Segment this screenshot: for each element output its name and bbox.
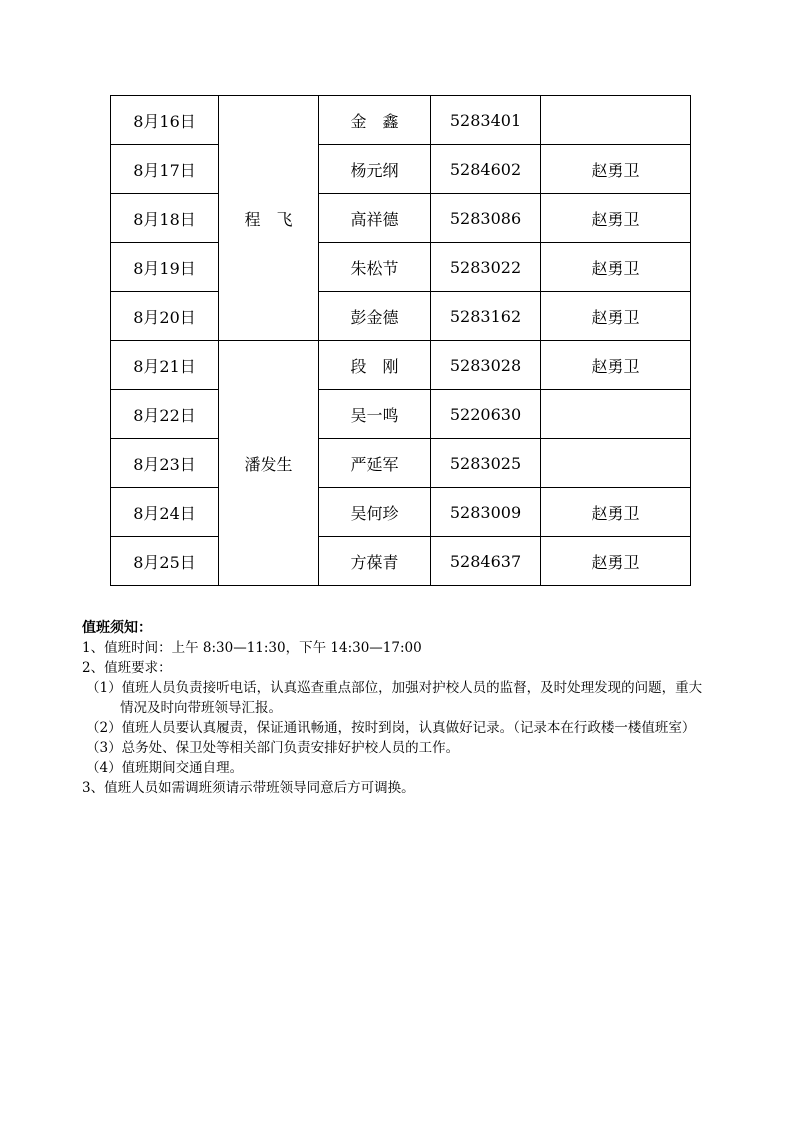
group-leader-cell: 程 飞 — [219, 96, 319, 341]
name-cell: 方葆青 — [319, 537, 431, 586]
name-cell: 吴何珍 — [319, 488, 431, 537]
leader-cell — [541, 390, 691, 439]
date-cell: 8月20日 — [111, 292, 219, 341]
table-row — [111, 194, 691, 243]
phone-cell: 5283162 — [431, 292, 541, 341]
name-cell: 杨元纲 — [319, 145, 431, 194]
phone-cell: 5283028 — [431, 341, 541, 390]
leader-cell: 赵勇卫 — [541, 292, 691, 341]
name-cell: 金 鑫 — [319, 96, 431, 145]
phone-cell: 5284602 — [431, 145, 541, 194]
leader-cell: 赵勇卫 — [541, 537, 691, 586]
table-row — [111, 243, 691, 292]
leader-cell: 赵勇卫 — [541, 341, 691, 390]
phone-cell: 5283086 — [431, 194, 541, 243]
table-row — [111, 488, 691, 537]
date-cell: 8月21日 — [111, 341, 219, 390]
note-item-3: 3、值班人员如需调班须请示带班领导同意后方可调换。 — [82, 780, 415, 796]
table-row — [111, 537, 691, 586]
duty-roster-table — [110, 95, 691, 586]
date-cell: 8月18日 — [111, 194, 219, 243]
date-cell: 8月22日 — [111, 390, 219, 439]
group-leader-cell: 潘发生 — [219, 341, 319, 586]
leader-cell: 赵勇卫 — [541, 145, 691, 194]
note-item-2: 2、值班要求： — [82, 660, 172, 676]
duty-notes — [82, 618, 712, 798]
phone-cell: 5283401 — [431, 96, 541, 145]
phone-cell: 5283009 — [431, 488, 541, 537]
leader-cell: 赵勇卫 — [541, 488, 691, 537]
note-sub-3: （3）总务处、保卫处等相关部门负责安排好护校人员的工作。 — [86, 740, 460, 756]
notes-heading: 值班须知： — [82, 620, 152, 636]
table-row — [111, 292, 691, 341]
note-sub-1: （1）值班人员负责接听电话，认真巡查重点部位，加强对护校人员的监督，及时处理发现的问题，重大情况及时向带班领导汇报。 — [86, 680, 703, 716]
date-cell: 8月25日 — [111, 537, 219, 586]
date-cell: 8月17日 — [111, 145, 219, 194]
leader-cell — [541, 439, 691, 488]
name-cell: 段 刚 — [319, 341, 431, 390]
name-cell: 吴一鸣 — [319, 390, 431, 439]
date-cell: 8月23日 — [111, 439, 219, 488]
note-item-1: 1、值班时间：上午 8:30—11:30，下午 14:30—17:00 — [82, 640, 422, 656]
phone-cell: 5220630 — [431, 390, 541, 439]
table-row — [111, 341, 691, 390]
leader-cell — [541, 96, 691, 145]
table-row — [111, 145, 691, 194]
name-cell: 朱松节 — [319, 243, 431, 292]
name-cell: 彭金德 — [319, 292, 431, 341]
date-cell: 8月19日 — [111, 243, 219, 292]
name-cell: 严延军 — [319, 439, 431, 488]
table-row — [111, 439, 691, 488]
leader-cell: 赵勇卫 — [541, 243, 691, 292]
leader-cell: 赵勇卫 — [541, 194, 691, 243]
phone-cell: 5283025 — [431, 439, 541, 488]
date-cell: 8月24日 — [111, 488, 219, 537]
note-sub-2: （2）值班人员要认真履责，保证通讯畅通，按时到岗，认真做好记录。（记录本在行政楼一楼值班室） — [86, 720, 696, 736]
table-row — [111, 390, 691, 439]
note-sub-4: （4）值班期间交通自理。 — [86, 760, 244, 776]
table-row — [111, 96, 691, 145]
phone-cell: 5283022 — [431, 243, 541, 292]
date-cell: 8月16日 — [111, 96, 219, 145]
name-cell: 高祥德 — [319, 194, 431, 243]
phone-cell: 5284637 — [431, 537, 541, 586]
